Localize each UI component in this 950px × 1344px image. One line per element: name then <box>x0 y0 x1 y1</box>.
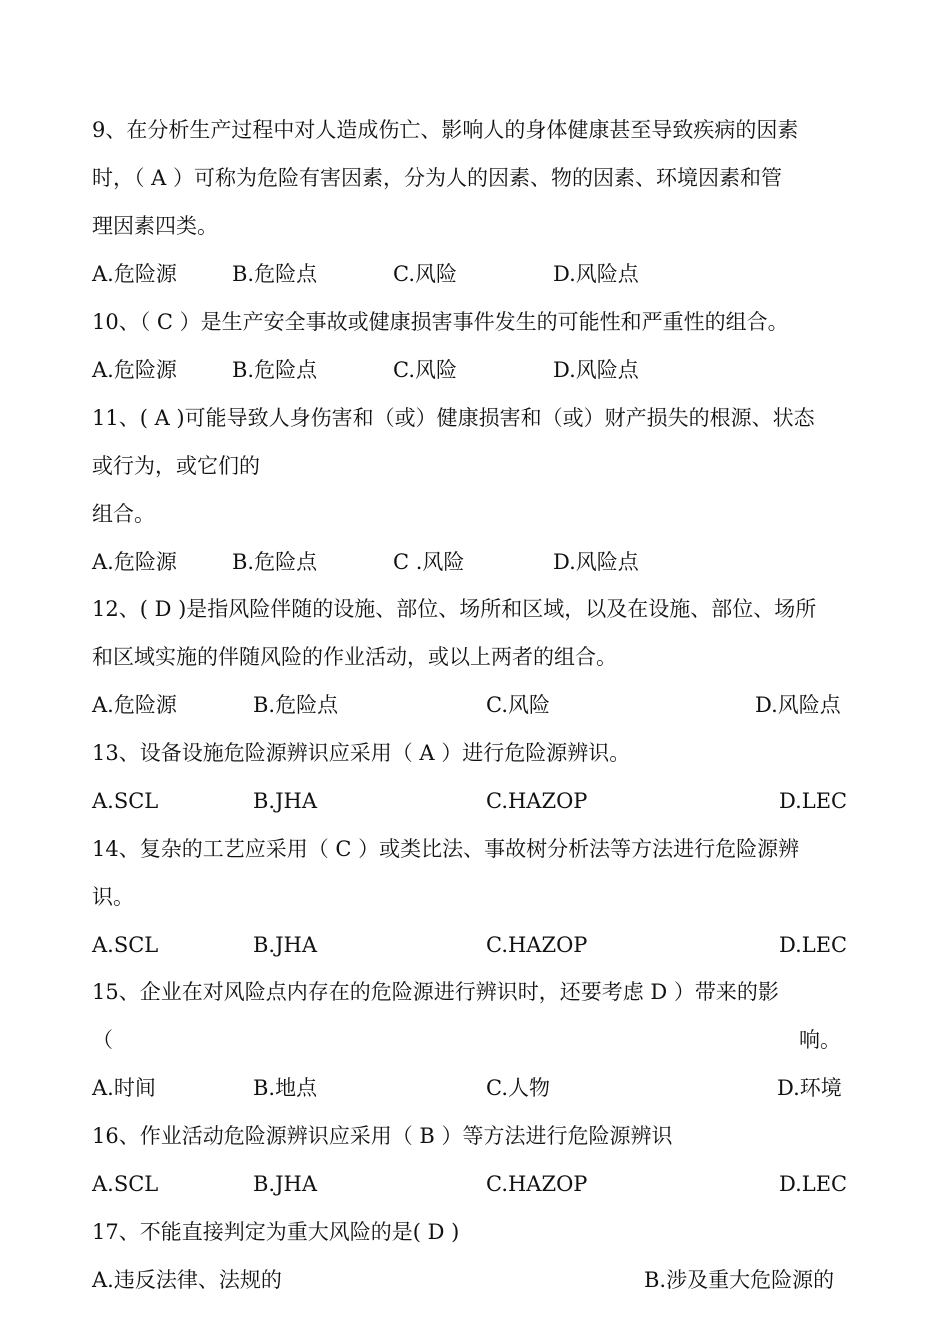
q13-option-d: D.LEC <box>779 789 848 813</box>
q11-line-3: 组合。 <box>92 502 155 526</box>
q9-line-3: 理因素四类。 <box>92 214 218 238</box>
q11-line-2: 或行为，或它们的 <box>92 454 260 478</box>
q15-option-c: C.人物 <box>486 1076 550 1100</box>
q15-option-b: B.地点 <box>253 1076 318 1100</box>
q13-option-a: A.SCL <box>92 789 159 813</box>
q12-line-2: 和区域实施的伴随风险的作业活动，或以上两者的组合。 <box>92 645 617 669</box>
q11-line-1: 11、( A )可能导致人身伤害和（或）健康损害和（或）财产损失的根源、状态 <box>92 406 815 430</box>
q16-line-1: 16、作业活动危险源辨识应采用（ B ）等方法进行危险源辨识 <box>92 1124 673 1148</box>
q12-option-d: D.风险点 <box>755 693 841 717</box>
q12-option-c: C.风险 <box>486 693 550 717</box>
q14-line-1: 14、复杂的工艺应采用（ C ）或类比法、事故树分析法等方法进行危险源辨 <box>92 837 800 861</box>
q16-option-d: D.LEC <box>779 1172 848 1196</box>
q16-option-a: A.SCL <box>92 1172 159 1196</box>
q10-option-a: A.危险源 <box>92 358 177 382</box>
q12-option-b: B.危险点 <box>253 693 339 717</box>
q14-option-c: C.HAZOP <box>486 933 588 957</box>
q10-option-d: D.风险点 <box>553 358 639 382</box>
q17-line-1: 17、不能直接判定为重大风险的是( D ) <box>92 1220 460 1244</box>
q15-option-d: D.环境 <box>777 1076 842 1100</box>
q15-line-1: 15、企业在对风险点内存在的危险源进行辨识时，还要考虑 D ）带来的影 <box>92 980 779 1004</box>
q11-option-c: C .风险 <box>393 550 465 574</box>
q9-option-b: B.危险点 <box>232 262 318 286</box>
q9-option-c: C.风险 <box>393 262 457 286</box>
q15-option-a: A.时间 <box>92 1076 156 1100</box>
q11-option-d: D.风险点 <box>553 550 639 574</box>
q14-line-2: 识。 <box>92 885 134 909</box>
q9-option-a: A.危险源 <box>92 262 177 286</box>
q10-line-1: 10、（ C ）是生产安全事故或健康损害事件发生的可能性和严重性的组合。 <box>92 310 789 334</box>
q10-option-b: B.危险点 <box>232 358 318 382</box>
q16-option-b: B.JHA <box>253 1172 318 1196</box>
q9-option-d: D.风险点 <box>553 262 639 286</box>
q14-option-b: B.JHA <box>253 933 318 957</box>
q12-option-a: A.危险源 <box>92 693 177 717</box>
q15-line-2-end: 响。 <box>799 1028 841 1052</box>
q13-option-b: B.JHA <box>253 789 318 813</box>
q9-line-1: 9、在分析生产过程中对人造成伤亡、影响人的身体健康甚至导致疾病的因素 <box>92 118 799 142</box>
q13-line-1: 13、设备设施危险源辨识应采用（ A ）进行危险源辨识。 <box>92 741 631 765</box>
q10-option-c: C.风险 <box>393 358 457 382</box>
q14-option-a: A.SCL <box>92 933 159 957</box>
q17-option-b: B.涉及重大危险源的 <box>644 1268 835 1292</box>
q11-option-b: B.危险点 <box>232 550 318 574</box>
q11-option-a: A.危险源 <box>92 550 177 574</box>
q12-line-1: 12、( D )是指风险伴随的设施、部位、场所和区域，以及在设施、部位、场所 <box>92 597 817 621</box>
q16-option-c: C.HAZOP <box>486 1172 588 1196</box>
q15-line-2-paren: （ <box>92 1028 113 1052</box>
q17-option-a: A.违反法律、法规的 <box>92 1268 282 1292</box>
q9-line-2: 时，（ A ）可称为危险有害因素，分为人的因素、物的因素、环境因素和管 <box>92 166 783 190</box>
q13-option-c: C.HAZOP <box>486 789 588 813</box>
q14-option-d: D.LEC <box>779 933 848 957</box>
